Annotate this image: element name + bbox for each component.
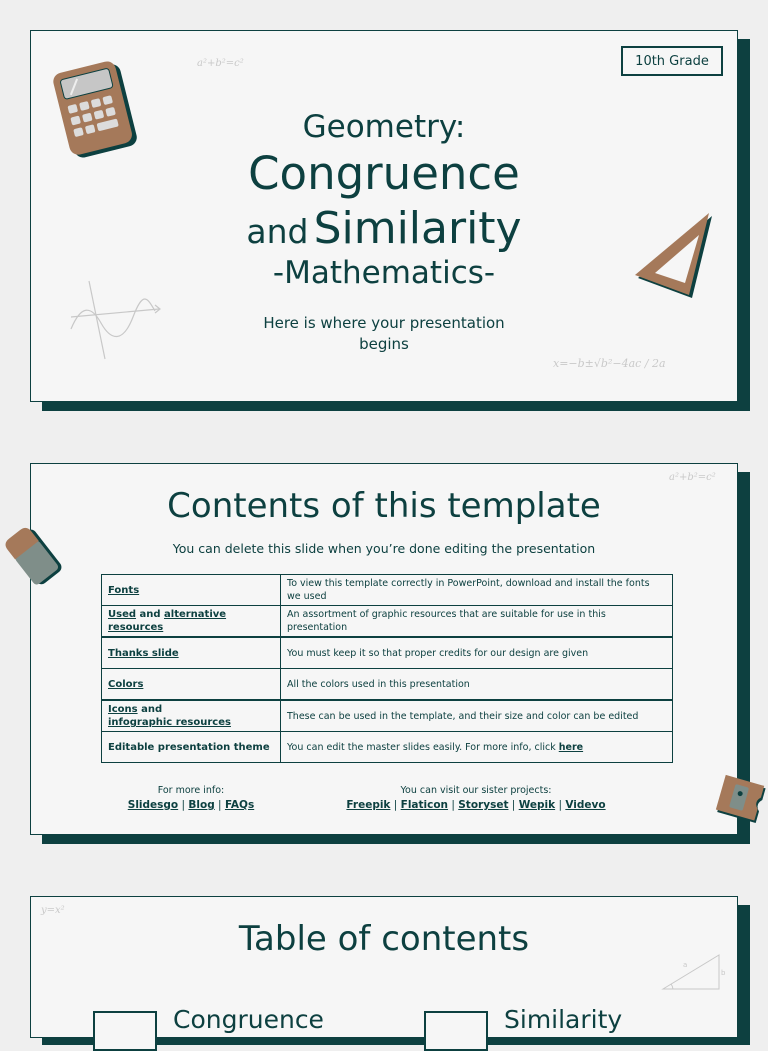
and-text: and xyxy=(139,609,161,620)
footer-links: Freepik | Flaticon | Storyset | Wepik | Videvo xyxy=(346,799,606,811)
footer-links: Slidesgo | Blog | FAQs xyxy=(127,799,255,811)
freepik-link[interactable]: Freepik xyxy=(346,799,391,811)
title-and-similarity xyxy=(31,203,737,254)
formula-decoration: a²+b²=c² xyxy=(669,472,716,483)
toc-number-box-2 xyxy=(424,1011,488,1051)
videvo-link[interactable]: Videvo xyxy=(565,799,606,811)
formula-decoration: y=x² xyxy=(41,905,65,916)
here-link[interactable]: here xyxy=(558,741,584,753)
grade-badge: 10th Grade xyxy=(621,46,723,76)
sharpener-icon xyxy=(714,772,768,824)
fonts-link[interactable]: Fonts xyxy=(108,584,140,596)
table-cell-description: An assortment of graphic resources that are suitable for use in this presentation xyxy=(281,606,673,638)
svg-text:a: a xyxy=(683,961,688,969)
slide-canvas xyxy=(30,463,738,835)
used-link[interactable]: Used xyxy=(108,609,137,620)
table-of-contents-slide[interactable] xyxy=(30,896,738,1036)
colors-link[interactable]: Colors xyxy=(108,678,144,690)
svg-text:b: b xyxy=(721,969,726,977)
quadratic-formula-decoration: x=−b±√b²−4ac / 2a xyxy=(553,357,666,370)
thanks-slide-link[interactable]: Thanks slide xyxy=(108,647,179,659)
slide-subtitle: You can delete this slide when you’re done editing the presentation xyxy=(172,541,596,556)
description-text: You can edit the master slides easily. For more info, click xyxy=(287,741,556,753)
description-line: Here is where your presentation xyxy=(263,314,505,332)
table-cell-label xyxy=(102,606,281,638)
eraser-icon xyxy=(2,522,64,588)
title-mathematics: -Mathematics- xyxy=(272,255,496,291)
title-congruence: Congruence xyxy=(248,147,520,200)
contents-table xyxy=(101,574,673,763)
faqs-link[interactable]: FAQs xyxy=(224,799,255,811)
table-row xyxy=(102,575,673,606)
title-geometry: Geometry: xyxy=(302,109,466,145)
table-row xyxy=(102,637,673,669)
table-row xyxy=(102,669,673,701)
triangle-sketch-icon xyxy=(659,949,729,993)
footer-label: For more info: xyxy=(157,785,225,796)
footer-sister-projects xyxy=(321,785,631,811)
slide-title: Contents of this template xyxy=(167,486,601,526)
infographic-resources-link[interactable]: infographic resources xyxy=(108,717,231,728)
table-cell-description xyxy=(281,732,673,763)
table-cell-label: Editable presentation theme xyxy=(102,732,281,763)
title-similarity: Similarity xyxy=(313,203,522,254)
slide-canvas xyxy=(30,30,738,402)
slide-description xyxy=(31,313,737,355)
slidesgo-link[interactable]: Slidesgo xyxy=(127,799,179,811)
icons-link[interactable]: Icons xyxy=(108,704,138,715)
formula-decoration: a²+b²=c² xyxy=(197,58,244,69)
footer-label: You can visit our sister projects: xyxy=(400,785,552,796)
footer-more-info xyxy=(111,785,271,811)
alternative-resources-link[interactable]: alternative resources xyxy=(108,609,227,633)
storyset-link[interactable]: Storyset xyxy=(458,799,509,811)
table-cell-label xyxy=(102,700,281,732)
table-cell-description: You must keep it so that proper credits for our design are given xyxy=(281,637,673,669)
table-cell-description: All the colors used in this presentation xyxy=(281,669,673,701)
table-cell-label xyxy=(102,669,281,701)
slide-title: Table of contents xyxy=(238,919,530,959)
contents-slide[interactable] xyxy=(30,463,738,835)
table-cell-description: To view this template correctly in PowerPoint, download and install the fonts we used xyxy=(281,575,673,606)
and-text: and xyxy=(141,704,163,715)
blog-link[interactable]: Blog xyxy=(188,799,215,811)
title-and: and xyxy=(246,212,309,251)
table-row xyxy=(102,700,673,732)
table-row xyxy=(102,732,673,763)
toc-item-congruence[interactable]: Congruence xyxy=(173,1005,324,1034)
flaticon-link[interactable]: Flaticon xyxy=(400,799,449,811)
wepik-link[interactable]: Wepik xyxy=(518,799,556,811)
table-cell-description: These can be used in the template, and their size and color can be edited xyxy=(281,700,673,732)
table-cell-label xyxy=(102,575,281,606)
table-cell-label xyxy=(102,637,281,669)
title-slide[interactable] xyxy=(30,30,738,402)
slide-canvas xyxy=(30,896,738,1038)
toc-item-similarity[interactable]: Similarity xyxy=(504,1005,623,1034)
table-row xyxy=(102,606,673,638)
toc-number-box-1 xyxy=(93,1011,157,1051)
description-line: begins xyxy=(359,335,409,353)
